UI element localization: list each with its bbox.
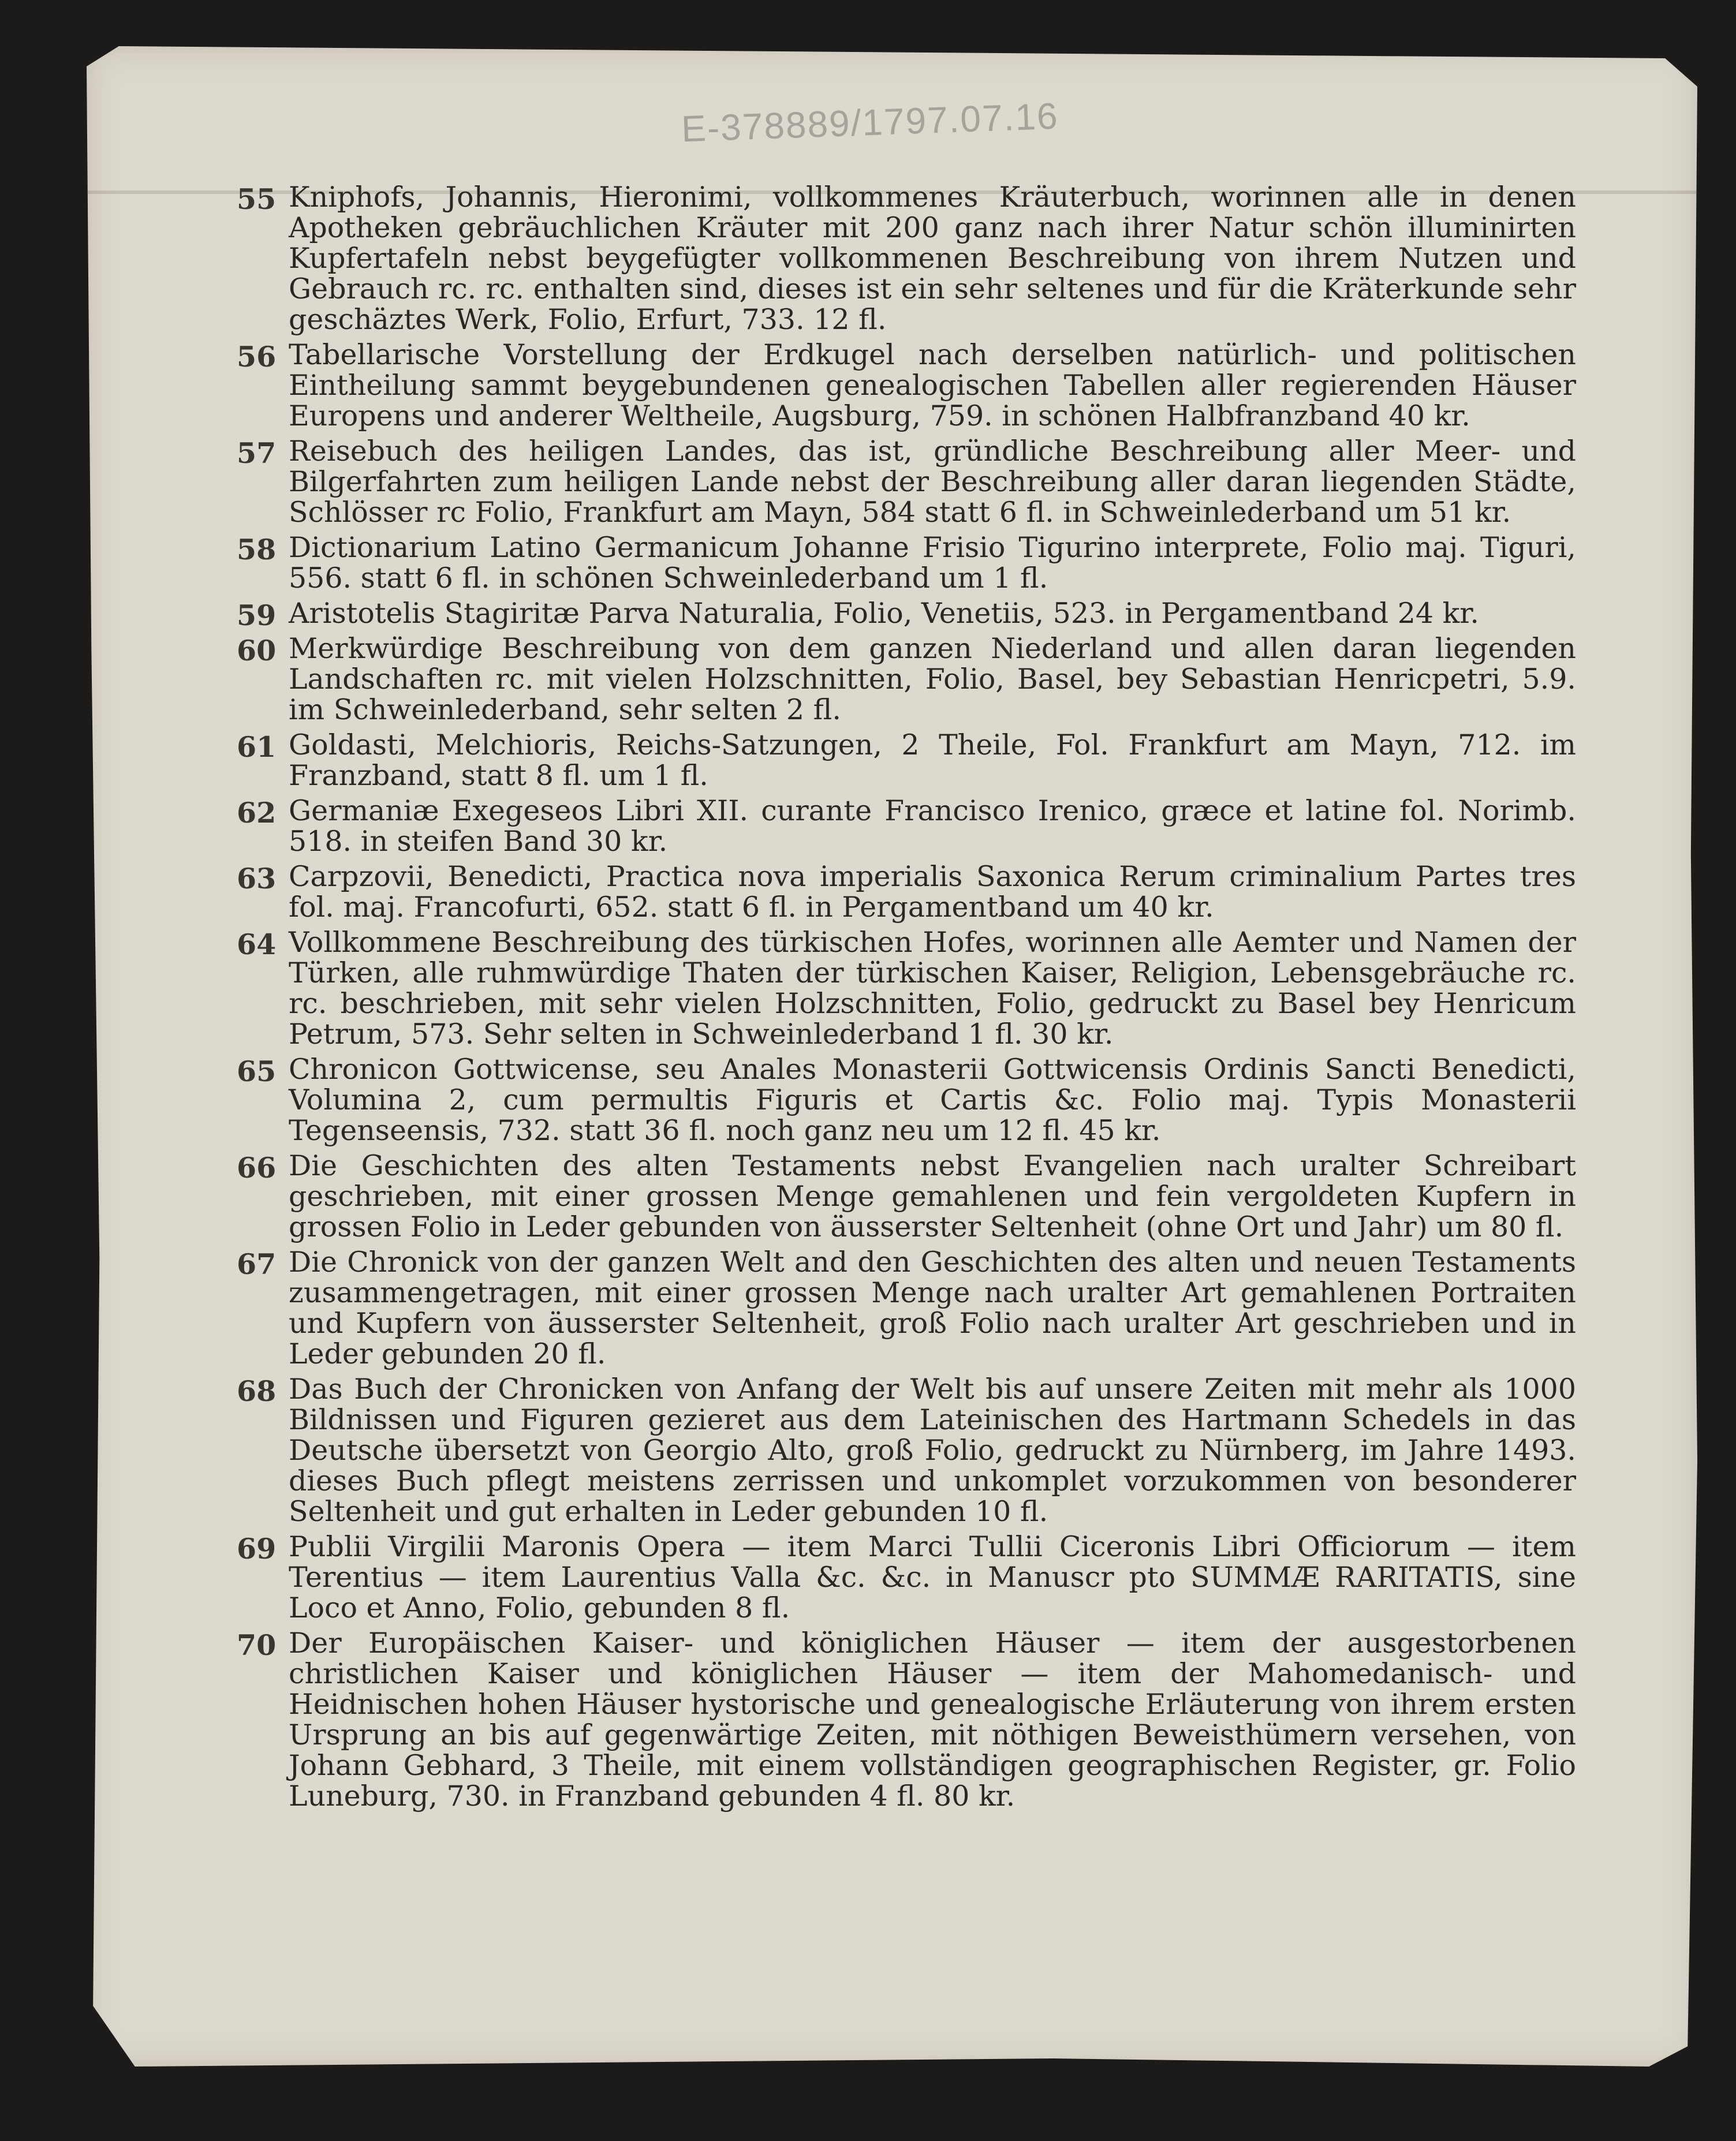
entry-number: 66	[237, 1151, 277, 1185]
entry-text: Goldasti, Melchioris, Reichs-Satzungen, 2 Theile, Fol. Frankfurt am Mayn, 712. im Franzband, statt 8 fl. um 1 fl.	[289, 728, 1576, 792]
entry-number: 63	[237, 862, 277, 895]
catalogue-entry-63	[237, 861, 1576, 922]
entry-number: 65	[237, 1055, 277, 1088]
entry-number: 69	[237, 1532, 277, 1565]
entry-text: Der Europäischen Kaiser- und königlichen Häuser — item der ausgestorbenen christlichen Kaiser und königlichen Häuser — item der Mahomedanisch- und Heidnischen hohen Häuser hystorische und genealogische Erläuterung von ihrem ersten Ursprung an bis auf gegenwärtige Zeiten, mit nöthigen Beweisthümern versehen, von Johann Gebhard, 3 Theile, mit einem vollständigen geographischen Register, gr. Folio Luneburg, 730. in Franzband gebunden 4 fl. 80 kr.	[289, 1627, 1576, 1813]
catalogue-entries	[237, 182, 1576, 1816]
entry-number: 55	[237, 182, 277, 216]
entry-text: Kniphofs, Johannis, Hieronimi, vollkommenes Kräuterbuch, worinnen alle in denen Apotheken gebräuchlichen Kräuter mit 200 ganz nach ihrer Natur schön illuminirten Kupfertafeln nebst beygefügter vollkommenen Beschreibung von ihrem Nutzen und Gebrauch rc. rc. enthalten sind, dieses ist ein sehr seltenes und für die Kräterkunde sehr geschäztes Werk, Folio, Erfurt, 733. 12 fl.	[289, 181, 1576, 336]
entry-text: Germaniæ Exegeseos Libri XII. curante Francisco Irenico, græce et latine fol. Norimb. 518. in steifen Band 30 kr.	[289, 794, 1576, 858]
catalogue-entry-57	[237, 436, 1576, 528]
archive-number: E-378889/1797.07.16	[680, 95, 1059, 150]
entry-number: 64	[237, 928, 277, 961]
catalogue-entry-59	[237, 597, 1576, 632]
entry-number: 57	[237, 436, 277, 470]
catalogue-entry-67	[237, 1247, 1576, 1369]
entry-text: Chronicon Gottwicense, seu Anales Monasterii Gottwicensis Ordinis Sancti Benedicti, Volumina 2, cum permultis Figuris et Cartis &c. Folio maj. Typis Monasterii Tegenseensis, 732. statt 36 fl. noch ganz neu um 12 fl. 45 kr.	[289, 1053, 1576, 1147]
entry-number: 70	[237, 1628, 277, 1662]
entry-text: Carpzovii, Benedicti, Practica nova imperialis Saxonica Rerum criminalium Partes tres fol. maj. Francofurti, 652. statt 6 fl. in Pergamentband um 40 kr.	[289, 860, 1576, 924]
entry-number: 58	[237, 533, 277, 566]
catalogue-entry-69	[237, 1531, 1576, 1623]
catalogue-entry-70	[237, 1628, 1576, 1811]
catalogue-entry-65	[237, 1054, 1576, 1146]
entry-text: Merkwürdige Beschreibung von dem ganzen Niederland und allen daran liegenden Landschaften rc. mit vielen Holzschnitten, Folio, Basel, bey Sebastian Henricpetri, 5.9. im Schweinlederband, sehr selten 2 fl.	[289, 632, 1576, 726]
entry-number: 60	[237, 634, 277, 667]
catalogue-entry-58	[237, 532, 1576, 593]
catalogue-entry-64	[237, 927, 1576, 1049]
catalogue-entry-56	[237, 339, 1576, 431]
entry-text: Vollkommene Beschreibung des türkischen Hofes, worinnen alle Aemter und Namen der Türken, alle ruhmwürdige Thaten der türkischen Kaiser, Religion, Lebensgebräuche rc. rc. beschrieben, mit sehr vielen Holzschnitten, Folio, gedruckt zu Basel bey Henricum Petrum, 573. Sehr selten in Schweinlederband 1 fl. 30 kr.	[289, 926, 1576, 1051]
catalogue-entry-62	[237, 795, 1576, 857]
entry-text: Dictionarium Latino Germanicum Johanne Frisio Tigurino interprete, Folio maj. Tiguri, 556. statt 6 fl. in schönen Schweinlederband um 1 fl.	[289, 531, 1576, 595]
entry-number: 56	[237, 340, 277, 373]
catalogue-entry-55	[237, 182, 1576, 335]
entry-number: 67	[237, 1247, 277, 1281]
entry-number: 68	[237, 1374, 277, 1408]
entry-text: Die Geschichten des alten Testaments nebst Evangelien nach uralter Schreibart geschrieben, mit einer grossen Menge gemahlenen und fein vergoldeten Kupfern in grossen Folio in Leder gebunden von äusserster Seltenheit (ohne Ort und Jahr) um 80 fl.	[289, 1149, 1576, 1243]
catalogue-entry-68	[237, 1374, 1576, 1527]
entry-number: 61	[237, 730, 277, 764]
entry-text: Die Chronick von der ganzen Welt and den Geschichten des alten und neuen Testaments zusammengetragen, mit einer grossen Menge nach uralter Art gemahlenen Portraiten und Kupfern von äusserster Seltenheit, groß Folio nach uralter Art geschrieben und in Leder gebunden 20 fl.	[289, 1246, 1576, 1370]
entry-text: Publii Virgilii Maronis Opera — item Marci Tullii Ciceronis Libri Officiorum — item Terentius — item Laurentius Valla &c. &c. in Manuscr pto SUMMÆ RARITATIS, sine Loco et Anno, Folio, gebunden 8 fl.	[289, 1530, 1576, 1624]
catalogue-entry-61	[237, 730, 1576, 791]
entry-text: Reisebuch des heiligen Landes, das ist, gründliche Beschreibung aller Meer- und Bilgerfahrten zum heiligen Lande nebst der Beschreibung aller daran liegenden Städte, Schlösser rc Folio, Frankfurt am Mayn, 584 statt 6 fl. in Schweinlederband um 51 kr.	[289, 435, 1576, 529]
entry-number: 59	[237, 599, 277, 632]
catalogue-entry-66	[237, 1150, 1576, 1242]
entry-text: Tabellarische Vorstellung der Erdkugel nach derselben natürlich- und politischen Eintheilung sammt beygebundenen genealogischen Tabellen aller regierenden Häuser Europens und anderer Weltheile, Augsburg, 759. in schönen Halbfranzband 40 kr.	[289, 338, 1576, 432]
entry-text: Das Buch der Chronicken von Anfang der Welt bis auf unsere Zeiten mit mehr als 1000 Bildnissen und Figuren gezieret aus dem Lateinischen des Hartmann Schedels in das Deutsche übersetzt von Georgio Alto, groß Folio, gedruckt zu Nürnberg, im Jahre 1493. dieses Buch pflegt meistens zerrissen und unkomplet vorzukommen von besonderer Seltenheit und gut erhalten in Leder gebunden 10 fl.	[289, 1373, 1576, 1528]
entry-number: 62	[237, 796, 277, 830]
entry-text: Aristotelis Stagiritæ Parva Naturalia, Folio, Venetiis, 523. in Pergamentband 24 kr.	[289, 597, 1479, 630]
catalogue-entry-60	[237, 633, 1576, 725]
